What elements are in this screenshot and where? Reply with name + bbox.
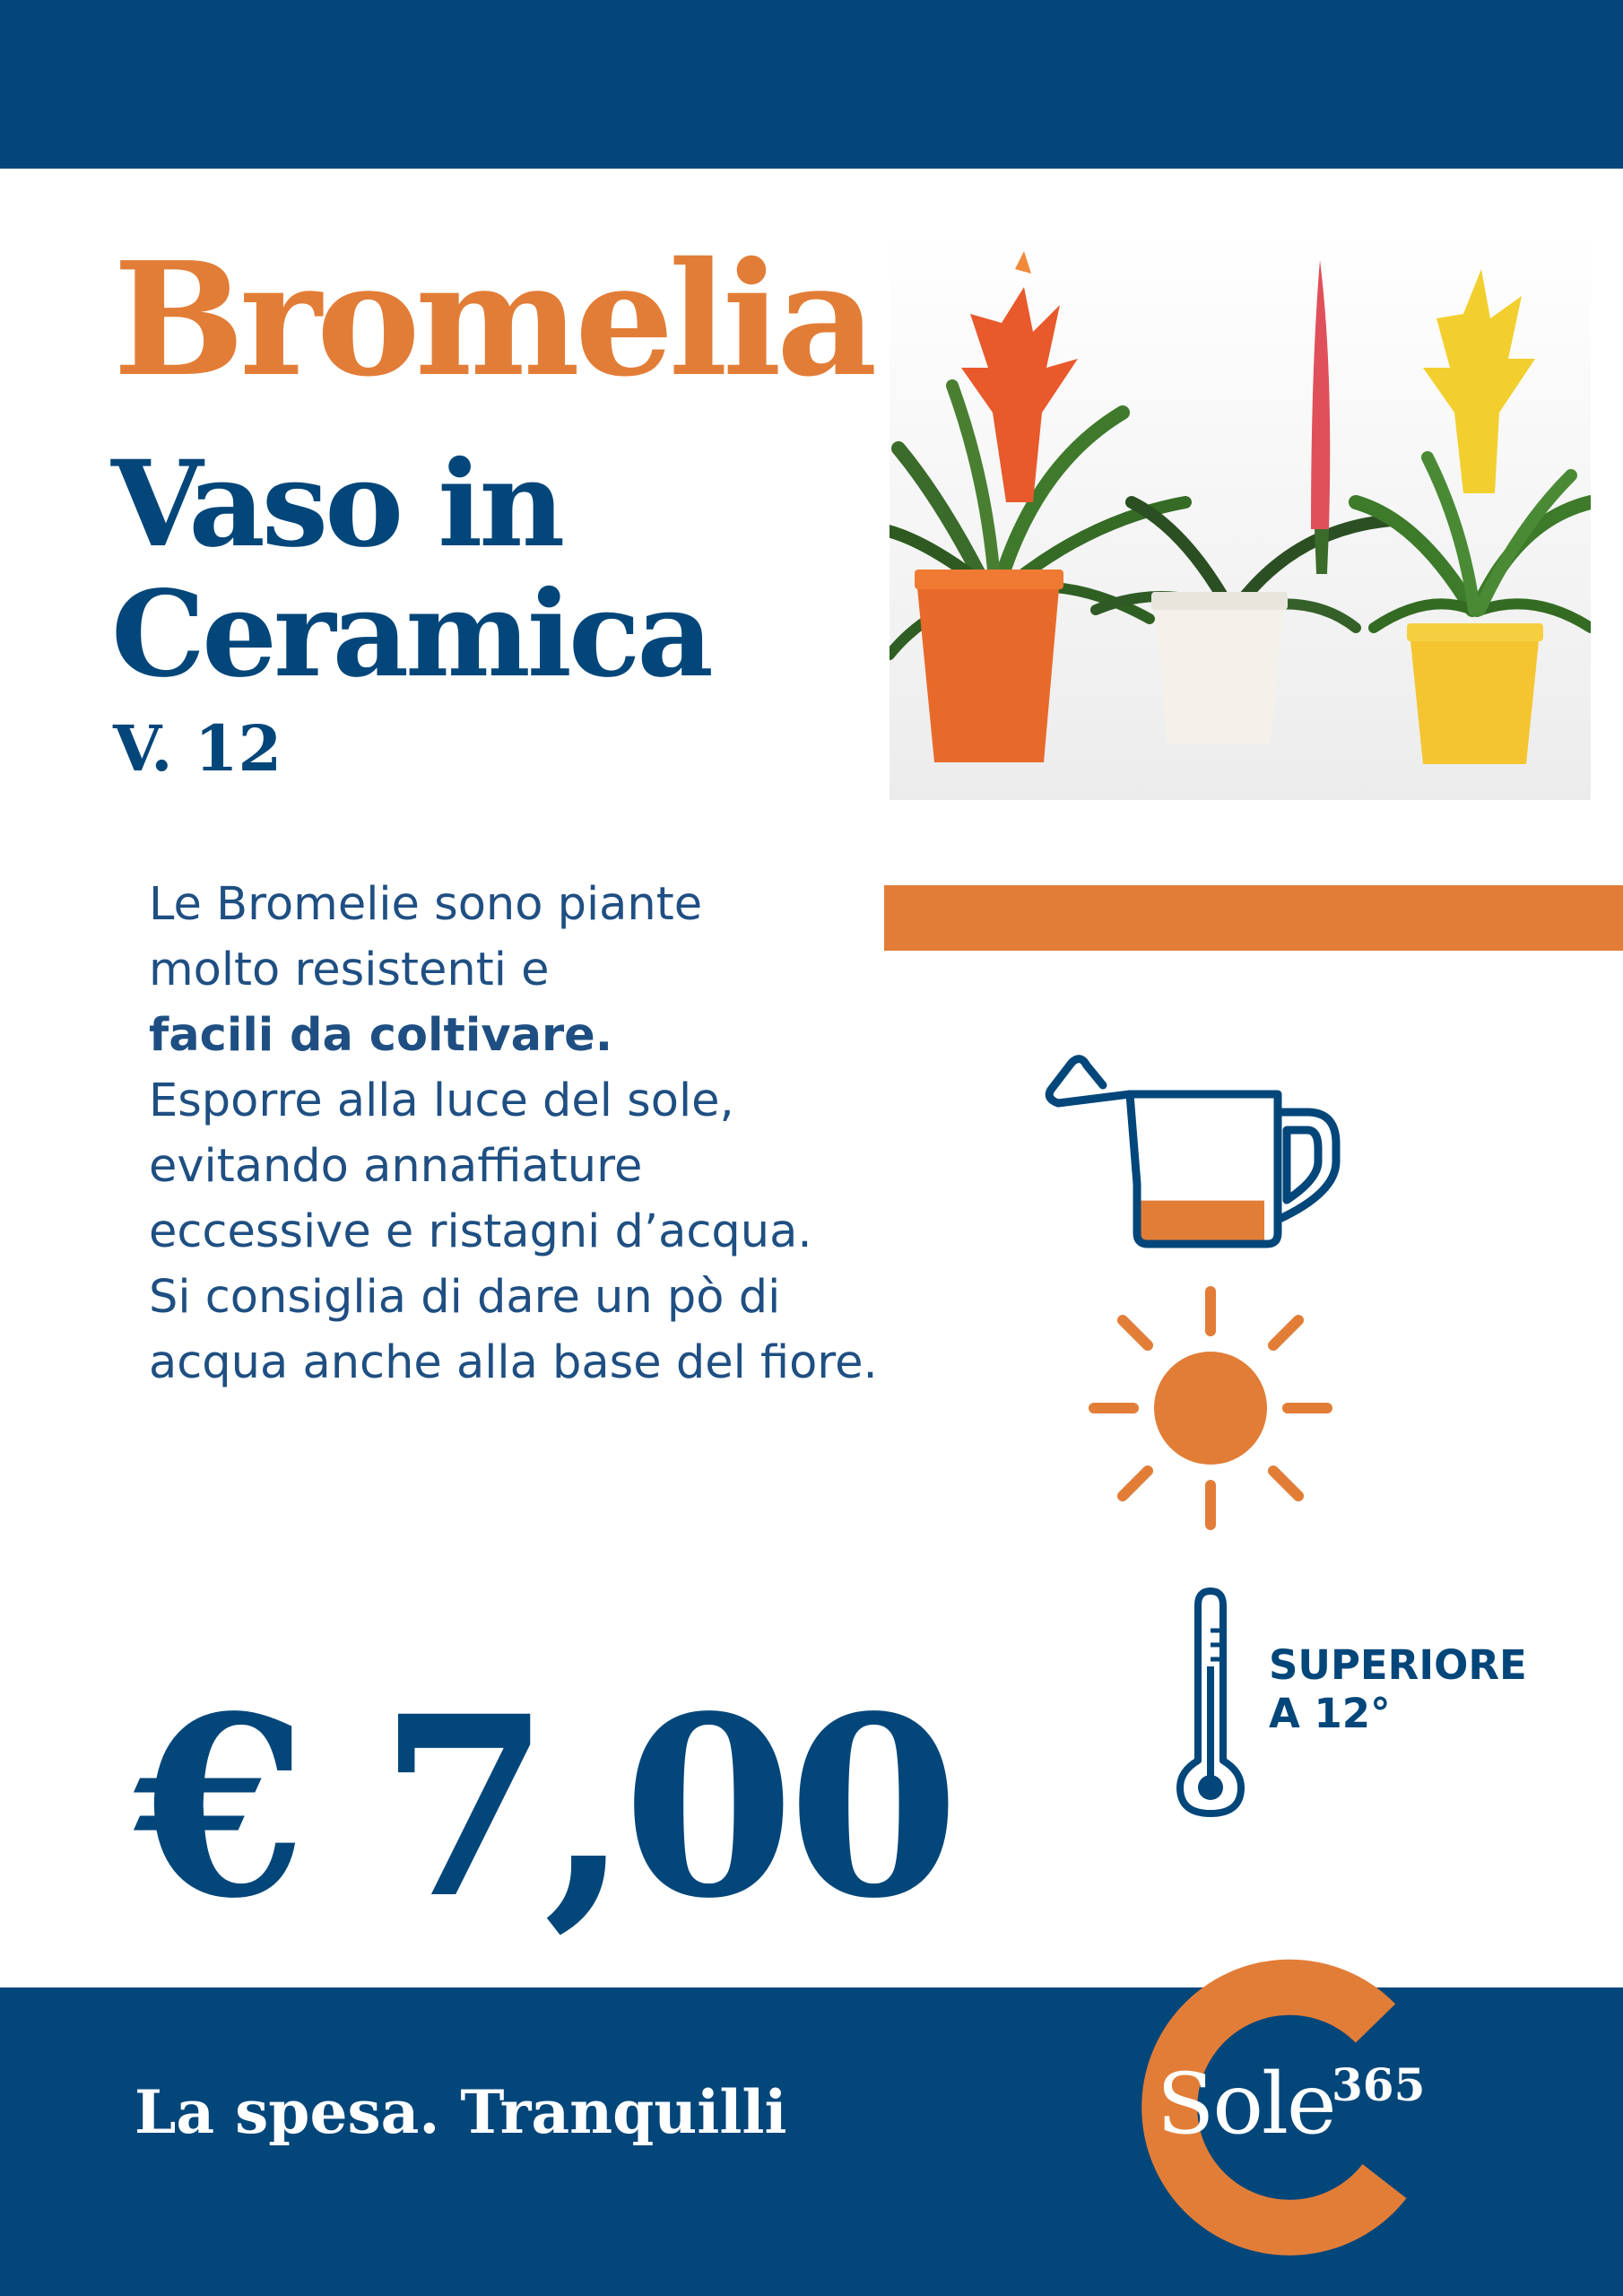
top-band [0,0,1623,169]
description-line: Le Bromelie sono piante [149,878,703,931]
description-line: Si consiglia di dare un pò di [149,1271,781,1324]
temperature-note-line-1: SUPERIORE [1269,1641,1527,1689]
watering-can-icon [1040,1049,1345,1251]
description-line: Esporre alla luce del sole, [149,1074,734,1127]
description-line: molto resistenti e [149,944,550,996]
temperature-note [1269,1641,1527,1738]
product-photo [890,233,1591,800]
accent-bar [884,885,1623,951]
product-variant: V. 12 [113,711,282,786]
description-highlight: facili da coltivare. [149,1009,613,1062]
product-subtitle [111,435,710,704]
thermometer-icon [1175,1586,1246,1819]
logo-superscript: 365 [1332,2058,1426,2111]
product-name: Bromelia [113,229,872,412]
subtitle-line-2: Ceramica [111,565,710,704]
product-description [149,872,920,1396]
sun-icon [1087,1284,1334,1532]
description-line: evitando annaffiature [149,1140,643,1193]
subtitle-line-1: Vaso in [111,435,562,574]
logo-wordmark: Sole [1157,2056,1335,2153]
description-line: acqua anche alla base del fiore. [149,1336,878,1389]
price: € 7,00 [135,1663,953,1953]
description-line: eccessive e ristagni d’acqua. [149,1205,812,1258]
footer-tagline: La spesa. Tranquilli [135,2077,787,2147]
temperature-note-line-2: A 12° [1269,1690,1391,1737]
